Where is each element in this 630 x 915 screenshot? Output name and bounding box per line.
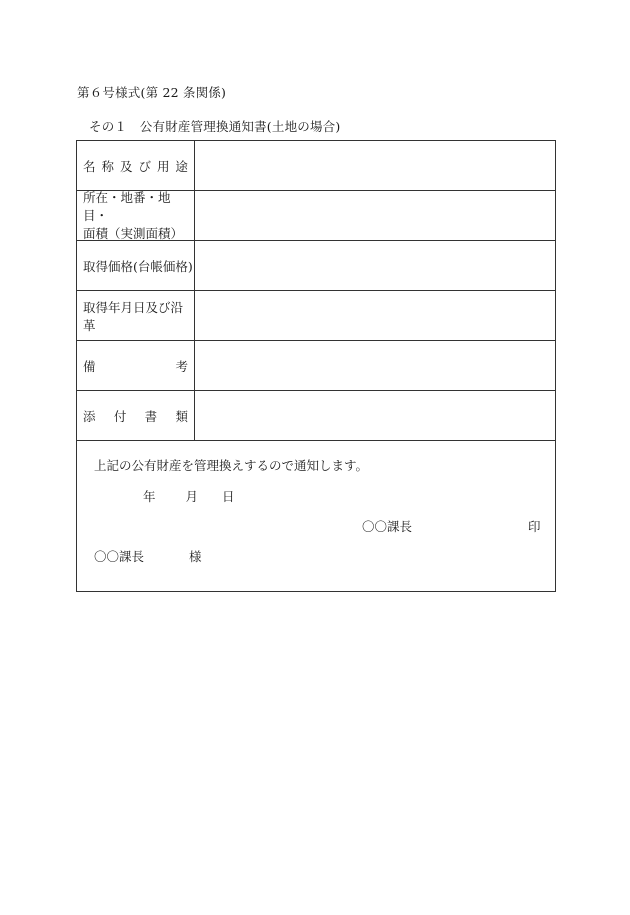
row-label-text (83, 407, 188, 425)
addressee-honorific: 様 (189, 549, 202, 564)
row-value-cell[interactable] (195, 391, 555, 440)
row-label (77, 341, 195, 390)
seal-mark: 印 (528, 519, 541, 534)
row-acquisition-date-history (77, 291, 555, 341)
row-label-text: 取得価格(台帳価格) (83, 258, 193, 274)
row-acquisition-price (77, 241, 555, 291)
row-label (77, 241, 195, 290)
label-char: 考 (175, 358, 188, 374)
label-char: 添 (83, 408, 96, 424)
notice-section (77, 441, 555, 591)
date-day-label: 日 (222, 489, 235, 504)
date-month-label: 月 (185, 489, 199, 504)
row-location-area (77, 191, 555, 241)
row-value-cell[interactable] (195, 291, 555, 340)
label-char: 書 (144, 408, 158, 424)
label-char: 及 (119, 158, 133, 174)
row-remarks (77, 341, 555, 391)
label-char: び (138, 158, 151, 174)
label-char: 備 (83, 358, 96, 374)
row-label-text (83, 157, 188, 175)
row-label-text: 取得年月日及び沿革 (83, 299, 184, 333)
row-value-cell[interactable] (195, 241, 555, 290)
label-char: 用 (156, 158, 170, 174)
row-attachments (77, 391, 555, 441)
label-char: 類 (175, 408, 188, 424)
label-char: 称 (101, 158, 114, 174)
row-value-cell[interactable] (195, 191, 555, 240)
row-label-line1: 所在・地番・地目・ (83, 189, 171, 223)
label-char: 途 (175, 158, 188, 174)
row-label (77, 391, 195, 440)
row-label (77, 191, 195, 240)
row-label-line2: 面積（実測面積） (83, 225, 184, 241)
form-number-header: 第６号様式(第 22 条関係) (77, 85, 227, 100)
label-char: 付 (113, 408, 127, 424)
notice-text: 上記の公有財産を管理換えするので通知します。 (94, 458, 369, 473)
addressee-title: 〇〇課長 (94, 549, 145, 564)
date-line (143, 487, 235, 505)
row-label (77, 291, 195, 340)
row-label (77, 141, 195, 190)
row-value-cell[interactable] (195, 141, 555, 190)
row-value-cell[interactable] (195, 341, 555, 390)
issuer-title: 〇〇課長 (362, 519, 413, 534)
form-title: その１ 公有財産管理換通知書(土地の場合) (89, 119, 341, 134)
label-char: 名 (83, 158, 96, 174)
notification-form-table (76, 140, 556, 592)
row-label-text (83, 357, 188, 375)
date-year-label: 年 (143, 489, 156, 504)
row-name-and-use (77, 141, 555, 191)
